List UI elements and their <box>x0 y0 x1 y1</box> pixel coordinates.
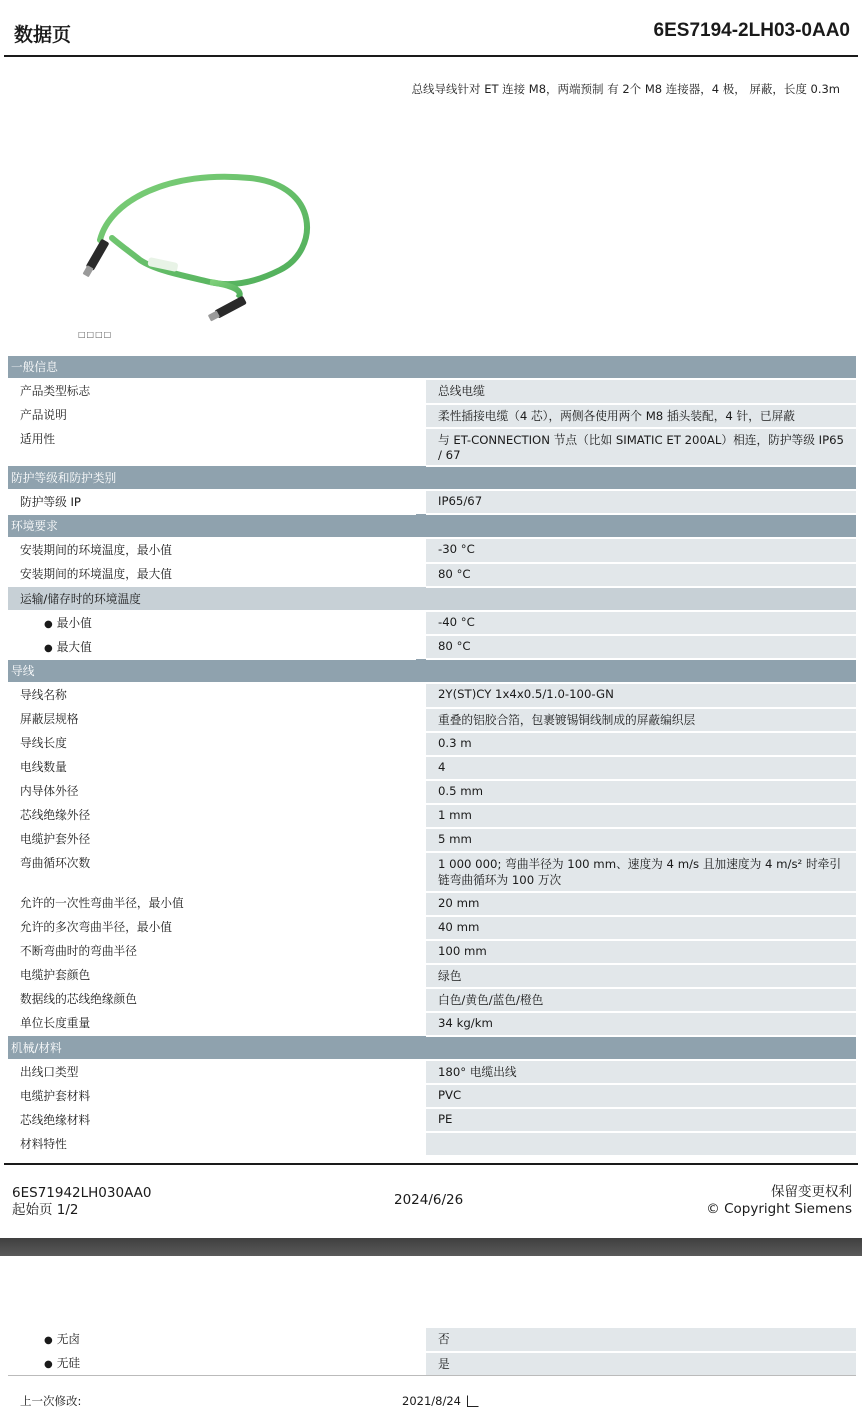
spec-value: 40 mm <box>426 916 856 940</box>
spec-row <box>8 379 856 404</box>
spec-label-cell <box>8 611 416 636</box>
spec-value: 总线电缆 <box>426 379 856 404</box>
bullet-icon: ● <box>44 1359 53 1370</box>
spec-label-cell <box>8 1352 416 1376</box>
spec-spacer <box>416 1132 426 1156</box>
spec-spacer <box>416 780 426 804</box>
spec-spacer <box>416 1012 426 1036</box>
spec-label-cell <box>8 804 416 828</box>
section-header <box>8 514 856 538</box>
spec-value: -40 °C <box>426 611 856 636</box>
spec-label: 导线长度 <box>20 736 67 750</box>
spec-row <box>8 428 856 466</box>
spec-spacer <box>416 732 426 756</box>
spec-label: 产品类型标志 <box>20 384 91 398</box>
spec-label-cell <box>8 852 416 892</box>
spec-label: 数据线的芯线绝缘颜色 <box>20 992 137 1006</box>
spec-row <box>8 1352 856 1376</box>
spec-value: 是 <box>426 1352 856 1376</box>
spec-spacer <box>416 1060 426 1085</box>
spec-row <box>8 635 856 659</box>
footer-order-number: 6ES71942LH030AA0 <box>12 1185 152 1201</box>
spec-row <box>8 1084 856 1108</box>
spec-spacer <box>416 708 426 732</box>
spec-label: 安装期间的环境温度，最大值 <box>20 567 172 581</box>
spec-spacer <box>416 988 426 1012</box>
spec-label: 无卤 <box>56 1332 81 1346</box>
spec-label: 适用性 <box>20 432 56 446</box>
page-footer <box>0 1163 862 1238</box>
spec-spacer <box>416 964 426 988</box>
spec-row <box>8 940 856 964</box>
section-header-title: 机械/材料 <box>8 1036 856 1060</box>
spec-label-cell <box>8 1060 416 1085</box>
spec-label-cell <box>8 428 416 466</box>
section-header-title: 导线 <box>8 659 856 683</box>
spec-value: 100 mm <box>426 940 856 964</box>
page-header <box>0 0 862 58</box>
spec-label-cell <box>8 1012 416 1036</box>
header-rule <box>4 55 858 57</box>
spec-row <box>8 1132 856 1156</box>
last-modified-label: 上一次修改: <box>20 1394 82 1408</box>
spec-label-cell <box>8 916 416 940</box>
spec-label: 出线口类型 <box>20 1064 79 1079</box>
spec-label: 最小值 <box>56 615 92 630</box>
spec-value: 否 <box>426 1328 856 1352</box>
spec-spacer <box>416 404 426 428</box>
spec-label-cell <box>8 1132 416 1156</box>
spec-label: 允许的多次弯曲半径，最小值 <box>20 920 172 934</box>
spec-label-cell <box>8 404 416 428</box>
spec-label: 防护等级 IP <box>20 494 81 509</box>
spec-value: 2Y(ST)CY 1x4x0.5/1.0-100-GN <box>426 683 856 708</box>
spec-label-cell <box>8 732 416 756</box>
page-separator <box>0 1238 862 1256</box>
spec-label-cell <box>8 635 416 659</box>
spec-row <box>8 988 856 1012</box>
section-header <box>8 356 856 379</box>
spec-row <box>8 611 856 636</box>
spec-spacer <box>416 490 426 515</box>
spec-label-cell <box>8 538 416 563</box>
section-header-title: 环境要求 <box>8 514 856 538</box>
spec-row <box>8 828 856 852</box>
spec-label: 不断弯曲时的弯曲半径 <box>20 944 137 958</box>
spec-label-cell <box>8 780 416 804</box>
spec-row <box>8 892 856 916</box>
spec-row <box>8 490 856 515</box>
spec-label-cell <box>8 828 416 852</box>
spec-label: 电缆护套颜色 <box>20 968 91 982</box>
spec-value: 重叠的铝胶合箔，包裹镀锡铜线制成的屏蔽编织层 <box>426 708 856 732</box>
spec-spacer <box>416 892 426 916</box>
spec-label: 导线名称 <box>20 688 67 702</box>
spec-label: 电缆护套材料 <box>20 1088 91 1103</box>
spec-spacer <box>416 916 426 940</box>
spec-row <box>8 852 856 892</box>
spec-spacer <box>416 538 426 563</box>
spec-value: 与 ET-CONNECTION 节点（比如 SIMATIC ET 200AL）相连，防护等级 IP65 / 67 <box>426 428 856 466</box>
spec-spacer <box>416 940 426 964</box>
spec-spacer <box>416 379 426 404</box>
spec-label-cell <box>8 1084 416 1108</box>
spec-value: 柔性插接电缆（4 芯），两侧各使用两个 M8 插头装配，4 针，已屏蔽 <box>426 404 856 428</box>
spec-value: 0.3 m <box>426 732 856 756</box>
last-modified-value <box>402 1393 479 1408</box>
spec-label: 安装期间的环境温度，最小值 <box>20 543 172 557</box>
product-description: 总线导线针对 ET 连接 M8，两端预制 有 2个 M8 连接器，4 极， 屏蔽，长度 0.3m <box>411 82 840 96</box>
spec-row <box>8 538 856 563</box>
subgroup-header-title: 运输/储存时的环境温度 <box>8 587 856 611</box>
spec-value: 80 °C <box>426 563 856 587</box>
spec-label: 芯线绝缘外径 <box>20 808 91 822</box>
spec-table <box>8 356 856 1157</box>
spec-label-cell <box>8 756 416 780</box>
spec-value: 180° 电缆出线 <box>426 1060 856 1085</box>
spec-label-cell <box>8 563 416 587</box>
spec-row <box>8 804 856 828</box>
footer-page-info: 起始页 1/2 <box>12 1202 79 1218</box>
spec-label-cell <box>8 964 416 988</box>
spec-row <box>8 732 856 756</box>
spec-row <box>8 563 856 587</box>
external-link-icon[interactable] <box>467 1395 479 1407</box>
spec-row <box>8 1060 856 1085</box>
spec-spacer <box>416 611 426 636</box>
subgroup-header <box>8 587 856 611</box>
section-header <box>8 466 856 490</box>
spec-row <box>8 708 856 732</box>
spec-label-cell <box>8 988 416 1012</box>
spec-value: 34 kg/km <box>426 1012 856 1036</box>
spec-label-cell <box>8 708 416 732</box>
spec-value: 1 000 000; 弯曲半径为 100 mm、速度为 4 m/s 且加速度为 4 m/s² 时牵引链弯曲循环为 100 万次 <box>426 852 856 892</box>
spec-value: PE <box>426 1108 856 1132</box>
spec-value: IP65/67 <box>426 490 856 515</box>
spec-value: -30 °C <box>426 538 856 563</box>
spec-row <box>8 756 856 780</box>
spec-spacer <box>416 756 426 780</box>
spec-value: 80 °C <box>426 635 856 659</box>
spec-label-cell <box>8 892 416 916</box>
spec-value: 1 mm <box>426 804 856 828</box>
section-header <box>8 659 856 683</box>
section-header <box>8 1036 856 1060</box>
spec-value: 5 mm <box>426 828 856 852</box>
spec-spacer <box>416 1084 426 1108</box>
spec-label-cell <box>8 683 416 708</box>
spec-spacer <box>416 563 426 587</box>
section-header-title: 防护等级和防护类别 <box>8 466 856 490</box>
page2-divider <box>8 1375 856 1376</box>
spec-spacer <box>416 828 426 852</box>
spec-spacer <box>416 1352 426 1376</box>
bullet-icon: ● <box>44 642 53 654</box>
last-modified-date: 2021/8/24 <box>402 1394 461 1408</box>
spec-label: 内导体外径 <box>20 784 79 798</box>
spec-label: 单位长度重量 <box>20 1016 91 1030</box>
spec-spacer <box>416 1108 426 1132</box>
spec-label: 电线数量 <box>20 760 67 774</box>
spec-label: 产品说明 <box>20 408 67 422</box>
spec-spacer <box>416 804 426 828</box>
spec-label-cell <box>8 1108 416 1132</box>
spec-row <box>8 1108 856 1132</box>
spec-row <box>8 964 856 988</box>
spec-label: 最大值 <box>56 639 92 654</box>
spec-spacer <box>416 1328 426 1352</box>
spec-value: 4 <box>426 756 856 780</box>
bullet-icon: ● <box>44 1335 53 1346</box>
spec-row <box>8 1012 856 1036</box>
spec-spacer <box>416 635 426 659</box>
spec-label: 屏蔽层规格 <box>20 712 79 726</box>
spec-label: 电缆护套外径 <box>20 832 91 846</box>
spec-value: PVC <box>426 1084 856 1108</box>
spec-label-cell <box>8 1328 416 1352</box>
footer-date: 2024/6/26 <box>394 1192 464 1208</box>
spec-spacer <box>416 428 426 466</box>
bullet-icon: ● <box>44 618 53 630</box>
cable-product-image <box>60 160 330 330</box>
spec-value: 绿色 <box>426 964 856 988</box>
spec-row <box>8 404 856 428</box>
spec-label: 弯曲循环次数 <box>20 856 91 870</box>
part-number: 6ES7194-2LH03-0AA0 <box>653 20 850 41</box>
page-title: 数据页 <box>14 24 72 46</box>
spec-table-page2 <box>8 1328 856 1377</box>
spec-value: 0.5 mm <box>426 780 856 804</box>
spec-value: 白色/黄色/蓝色/橙色 <box>426 988 856 1012</box>
image-caption: □□□□ <box>78 330 113 339</box>
spec-row <box>8 683 856 708</box>
spec-label: 无硅 <box>56 1356 81 1370</box>
spec-row <box>8 780 856 804</box>
spec-spacer <box>416 852 426 892</box>
spec-row <box>8 1328 856 1352</box>
spec-label-cell <box>8 490 416 515</box>
spec-label-cell <box>8 940 416 964</box>
spec-label-cell <box>8 379 416 404</box>
spec-row <box>8 916 856 940</box>
spec-label: 允许的一次性弯曲半径，最小值 <box>20 896 184 910</box>
spec-label: 材料特性 <box>20 1136 67 1151</box>
spec-spacer <box>416 683 426 708</box>
footer-copyright: © Copyright Siemens <box>706 1201 852 1217</box>
footer-rights: 保留变更权利 <box>771 1184 852 1200</box>
section-header-title: 一般信息 <box>8 356 856 379</box>
spec-value <box>426 1132 856 1156</box>
spec-label: 芯线绝缘材料 <box>20 1112 91 1127</box>
spec-value: 20 mm <box>426 892 856 916</box>
